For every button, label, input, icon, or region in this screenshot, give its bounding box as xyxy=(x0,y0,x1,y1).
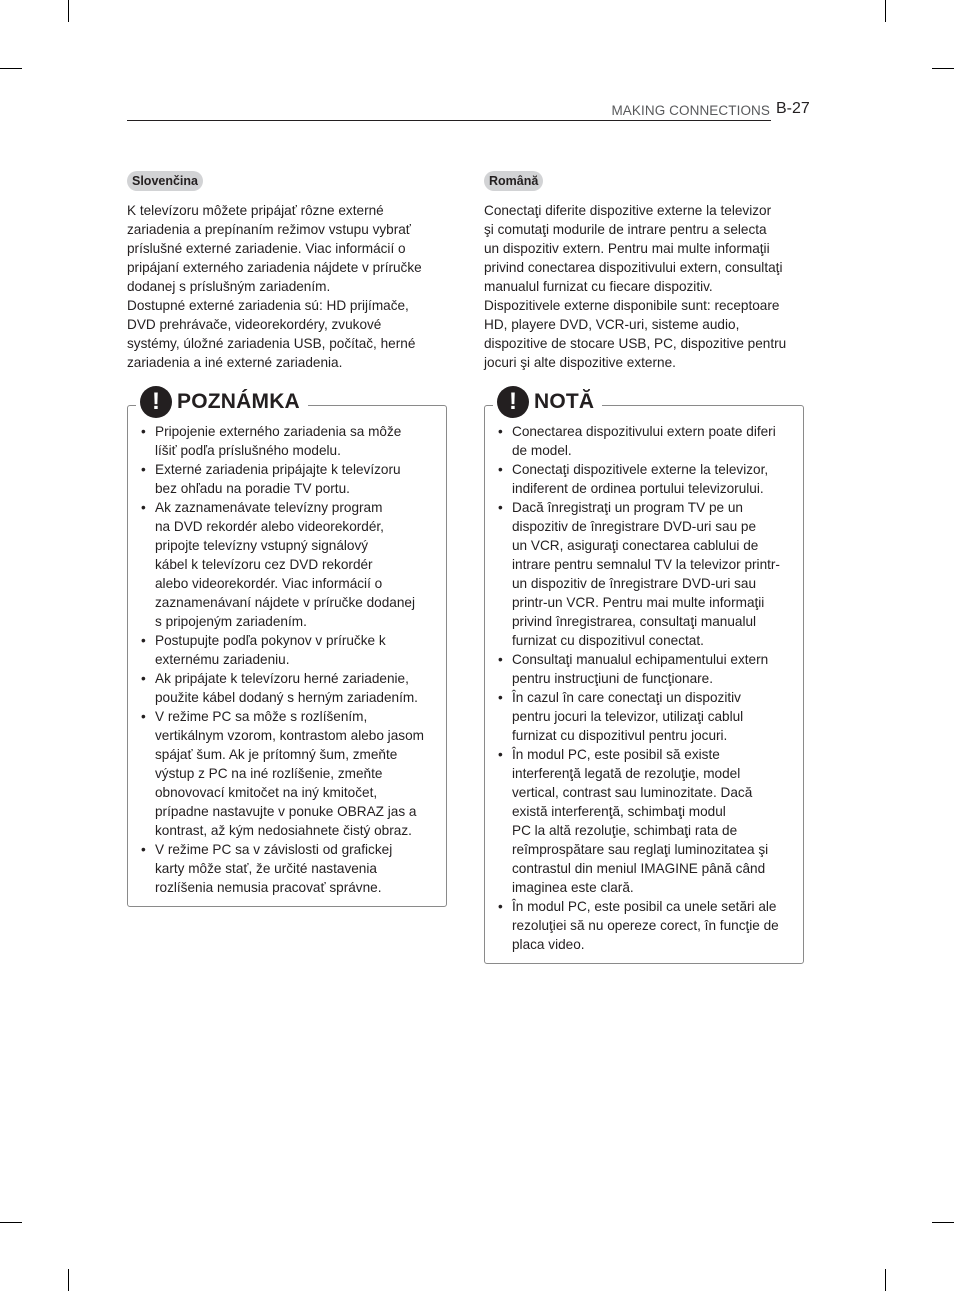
note-box-romanian xyxy=(484,388,804,964)
crop-mark-bottom-left-horizontal xyxy=(0,1222,22,1223)
note-box-slovak xyxy=(127,388,447,907)
header-section-title: MAKING CONNECTIONS xyxy=(611,103,770,118)
crop-mark-top-left-horizontal xyxy=(0,68,22,69)
exclamation-icon: ! xyxy=(497,386,529,418)
crop-mark-top-right-vertical xyxy=(885,0,886,22)
crop-mark-bottom-left-vertical xyxy=(68,1269,69,1291)
intro-paragraph-romanian: Conectaţi diferite dispozitive externe la televizor şi comutaţi modurile de intrare pentru a selecta un dispozitiv extern. Pentru mai multe informaţii privind conectarea dispozitivului extern, consultaţi manualul furnizat cu fiecare dispozitiv. Dispozitivele externe disponibile sunt: receptoare HD, playere DVD, VCR-uri, sisteme audio, dispozitive de stocare USB, PC, dispozitive pentru jocuri şi alte dispozitive externe. xyxy=(484,203,787,370)
column-slovak xyxy=(127,171,447,907)
crop-mark-bottom-right-horizontal xyxy=(932,1222,954,1223)
page-number: B-27 xyxy=(776,100,810,117)
list-item: • V režime PC sa v závislosti od grafickej karty môže stať, že určité nastavenia rozlíšenia nemusia pracovať správne. xyxy=(140,840,434,897)
list-item: • În cazul în care conectaţi un dispozitiv pentru jocuri la televizor, utilizaţi cablul furnizat cu dispozitivul pentru jocuri. xyxy=(497,688,791,745)
note-heading-romanian xyxy=(493,386,602,418)
crop-mark-bottom-right-vertical xyxy=(885,1269,886,1291)
list-item: • Ak pripájate k televízoru herné zariadenie, použite kábel dodaný s herným zariadením. xyxy=(140,669,434,707)
list-item: • Pripojenie externého zariadenia sa môže líšiť podľa príslušného modelu. xyxy=(140,422,434,460)
note-heading-slovak xyxy=(136,386,308,418)
intro-paragraph-slovak: K televízoru môžete pripájať rôzne externé zariadenia a prepínaním režimov vstupu vybrať príslušné externé zariadenie. Viac informácií o pripájaní externého zariadenia nájdete v príručke dodanej s príslušným zariadením. Dostupné externé zariadenia sú: HD prijímače, DVD prehrávače, videorekordéry, zvukové systémy, úložné zariadenia USB, počítač, herné zariadenia a iné externé zariadenia. xyxy=(127,203,422,370)
note-list-slovak xyxy=(140,422,434,897)
language-badge-romanian: Română xyxy=(484,171,543,191)
list-item: • Dacă înregistraţi un program TV pe un dispozitiv de înregistrare DVD-uri sau pe un VCR, asiguraţi conectarea cablului de intrare pentru semnalul TV la televizor printr- un dispozitiv de înregistrare DVD-uri sau printr-un VCR. Pentru mai multe informaţii privind înregistrarea, consultaţi manualul furnizat cu dispozitivul conectat. xyxy=(497,498,791,650)
list-item: • Conectarea dispozitivului extern poate diferi de model. xyxy=(497,422,791,460)
note-title-slovak: POZNÁMKA xyxy=(177,390,300,413)
list-item: • Ak zaznamenávate televízny program na DVD rekordér alebo videorekordér, pripojte televízny vstupný signálový kábel k televízoru cez DVD rekordér alebo videorekordér. Viac informácií o zaznamenávaní nájdete v príručke dodanej s pripojeným zariadením. xyxy=(140,498,434,631)
language-badge-slovak: Slovenčina xyxy=(127,171,203,191)
crop-mark-top-left-vertical xyxy=(68,0,69,22)
list-item: • În modul PC, este posibil ca unele setări ale rezoluţiei să nu opereze corect, în funcţie de placa video. xyxy=(497,897,791,954)
list-item: • Externé zariadenia pripájajte k televízoru bez ohľadu na poradie TV portu. xyxy=(140,460,434,498)
exclamation-icon: ! xyxy=(140,386,172,418)
header-rule xyxy=(127,120,771,121)
column-romanian xyxy=(484,171,804,964)
crop-mark-top-right-horizontal xyxy=(932,68,954,69)
list-item: • V režime PC sa môže s rozlíšením, vertikálnym vzorom, kontrastom alebo jasom spájať šum. Ak je prítomný šum, zmeňte výstup z PC na iné rozlíšenie, zmeňte obnovovací kmitočet na iný kmitočet, prípadne nastavujte v ponuke OBRAZ jas a kontrast, až kým nedosiahnete čistý obraz. xyxy=(140,707,434,840)
list-item: • În modul PC, este posibil să existe interferenţă legată de rezoluţie, model vertical, contrast sau luminozitate. Dacă există interferenţă, schimbaţi modul PC la altă rezoluţie, schimbaţi rata de reîmprospătare sau reglaţi luminozitatea şi contrastul din meniul IMAGINE până când imaginea este clară. xyxy=(497,745,791,897)
list-item: • Consultaţi manualul echipamentului extern pentru instrucţiuni de funcţionare. xyxy=(497,650,791,688)
note-list-romanian xyxy=(497,422,791,954)
list-item: • Postupujte podľa pokynov v príručke k externému zariadeniu. xyxy=(140,631,434,669)
note-title-romanian: NOTĂ xyxy=(534,390,595,413)
list-item: • Conectaţi dispozitivele externe la televizor, indiferent de ordinea portului televizorului. xyxy=(497,460,791,498)
